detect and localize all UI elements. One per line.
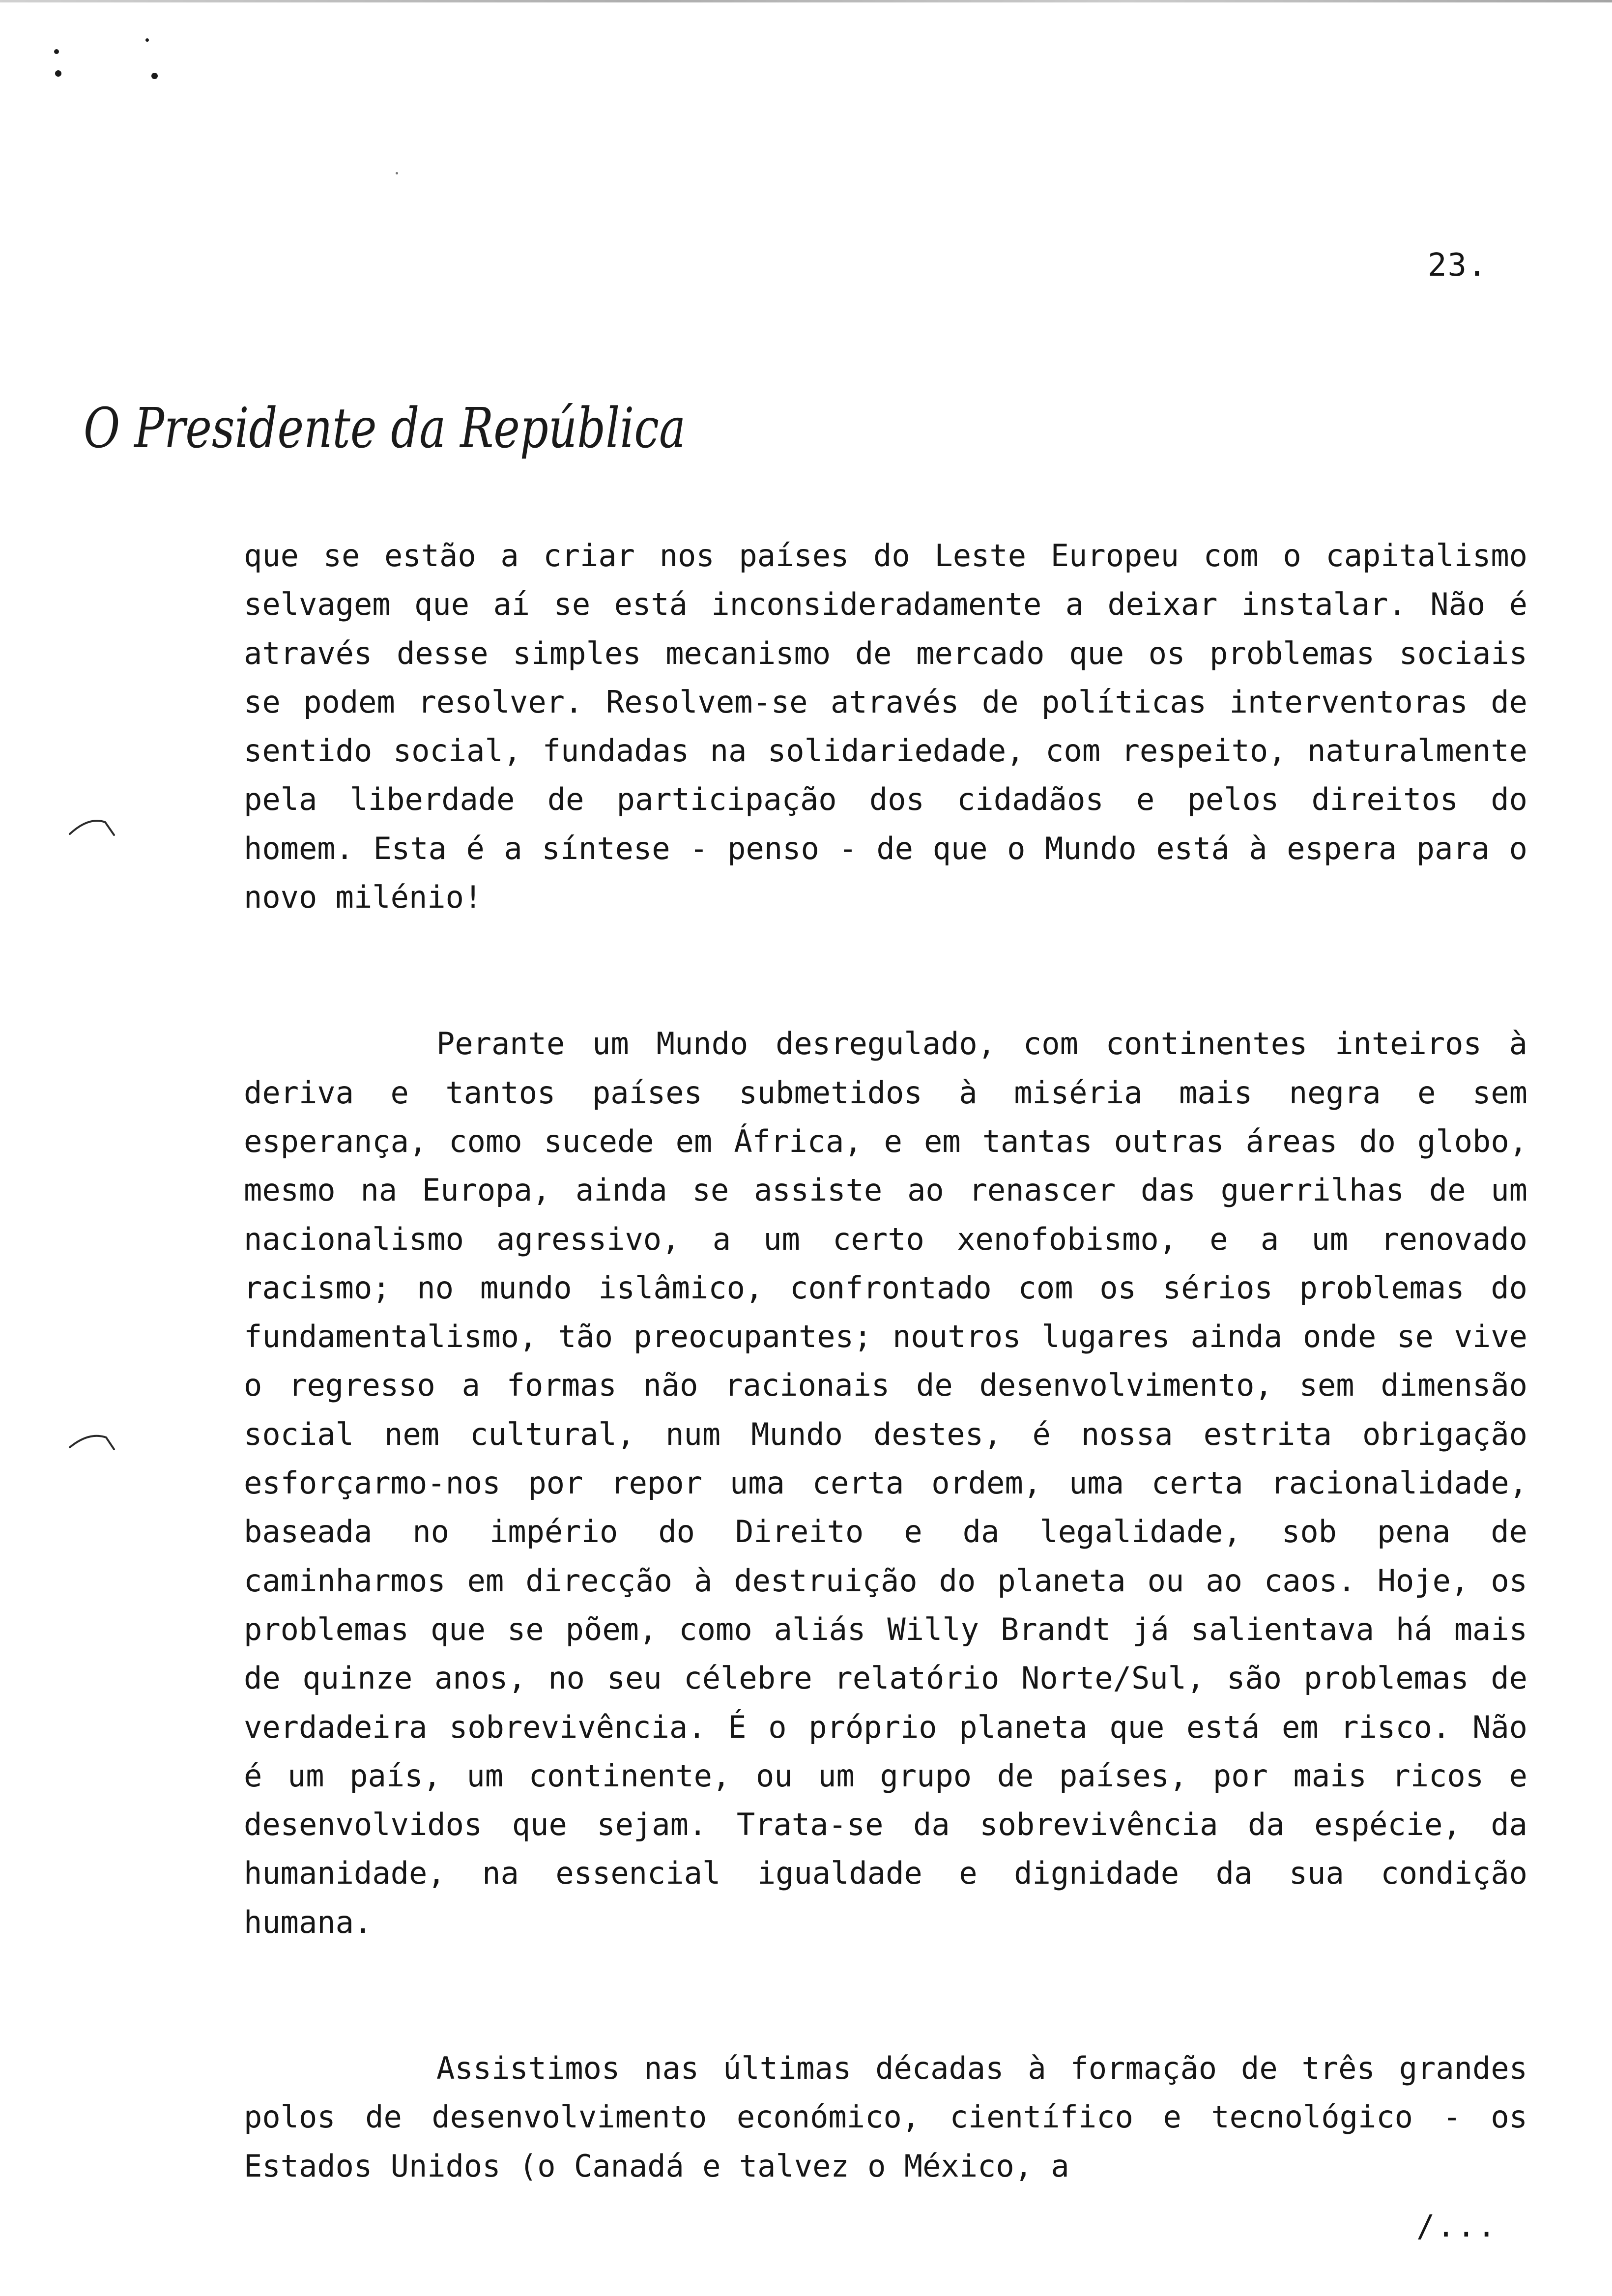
document-body <box>244 531 1527 2190</box>
margin-mark <box>67 813 121 838</box>
margin-mark <box>67 1428 121 1452</box>
letterhead-text: O Presidente da República <box>84 397 686 460</box>
scan-edge <box>0 0 1612 2</box>
scan-speck <box>54 49 59 54</box>
paragraph-2: Perante um Mundo desregulado, com continentes inteiros à deriva e tantos países submetidos à miséria mais negra e sem esperança, como sucede em África, e em tantas outras áreas do globo, mesmo na Europa, ainda se assiste ao renascer das guerrilhas de um nacionalismo agressivo, a um certo xenofobismo, e a um renovado racismo; no mundo islâmico, confrontado com os sérios problemas do fundamentalismo, tão preocupantes; noutros lugares ainda onde se vive o regresso a formas não racionais de desenvolvimento, sem dimensão social nem cultural, num Mundo destes, é nossa estrita obrigação esforçarmo-nos por repor uma certa ordem, uma certa racionalidade, baseada no império do Direito e da legalidade, sob pena de caminharmos em direcção à destruição do planeta ou ao caos. Hoje, os problemas que se põem, como aliás Willy Brandt já salientava há mais de quinze anos, no seu célebre relatório Norte/Sul, são problemas de verdadeira sobrevivência. É o próprio planeta que está em risco. Não é um país, um continente, ou um grupo de países, por mais ricos e desenvolvidos que sejam. Trata-se da sobrevivência da espécie, da humanidade, na essencial igualdade e dignidade da sua condição humana. <box>244 1026 1527 1940</box>
paragraph-3: Assistimos nas últimas décadas à formação de três grandes polos de desenvolvimento económico, científico e tecnológico - os Estados Unidos (o Canadá e talvez o México, a <box>244 2050 1527 2184</box>
scan-speck <box>151 73 158 79</box>
paragraph-1: que se estão a criar nos países do Leste Europeu com o capitalismo selvagem que aí se está inconsideradamente a deixar instalar. Não é através desse simples mecanismo de mercado que os problemas sociais se podem resolver. Resolvem-se através de políticas interventoras de sentido social, fundadas na solidariedade, com respeito, naturalmente pela liberdade de participação dos cidadãos e pelos direitos do homem. Esta é a síntese - penso - de que o Mundo está à espera para o novo milénio! <box>244 538 1527 916</box>
letterhead-logo <box>79 388 698 477</box>
page-number: 23. <box>1428 247 1488 284</box>
scan-speck <box>396 172 398 174</box>
scan-speck <box>145 38 149 42</box>
scan-speck <box>55 70 61 77</box>
continuation-mark: /... <box>1416 2208 1498 2244</box>
